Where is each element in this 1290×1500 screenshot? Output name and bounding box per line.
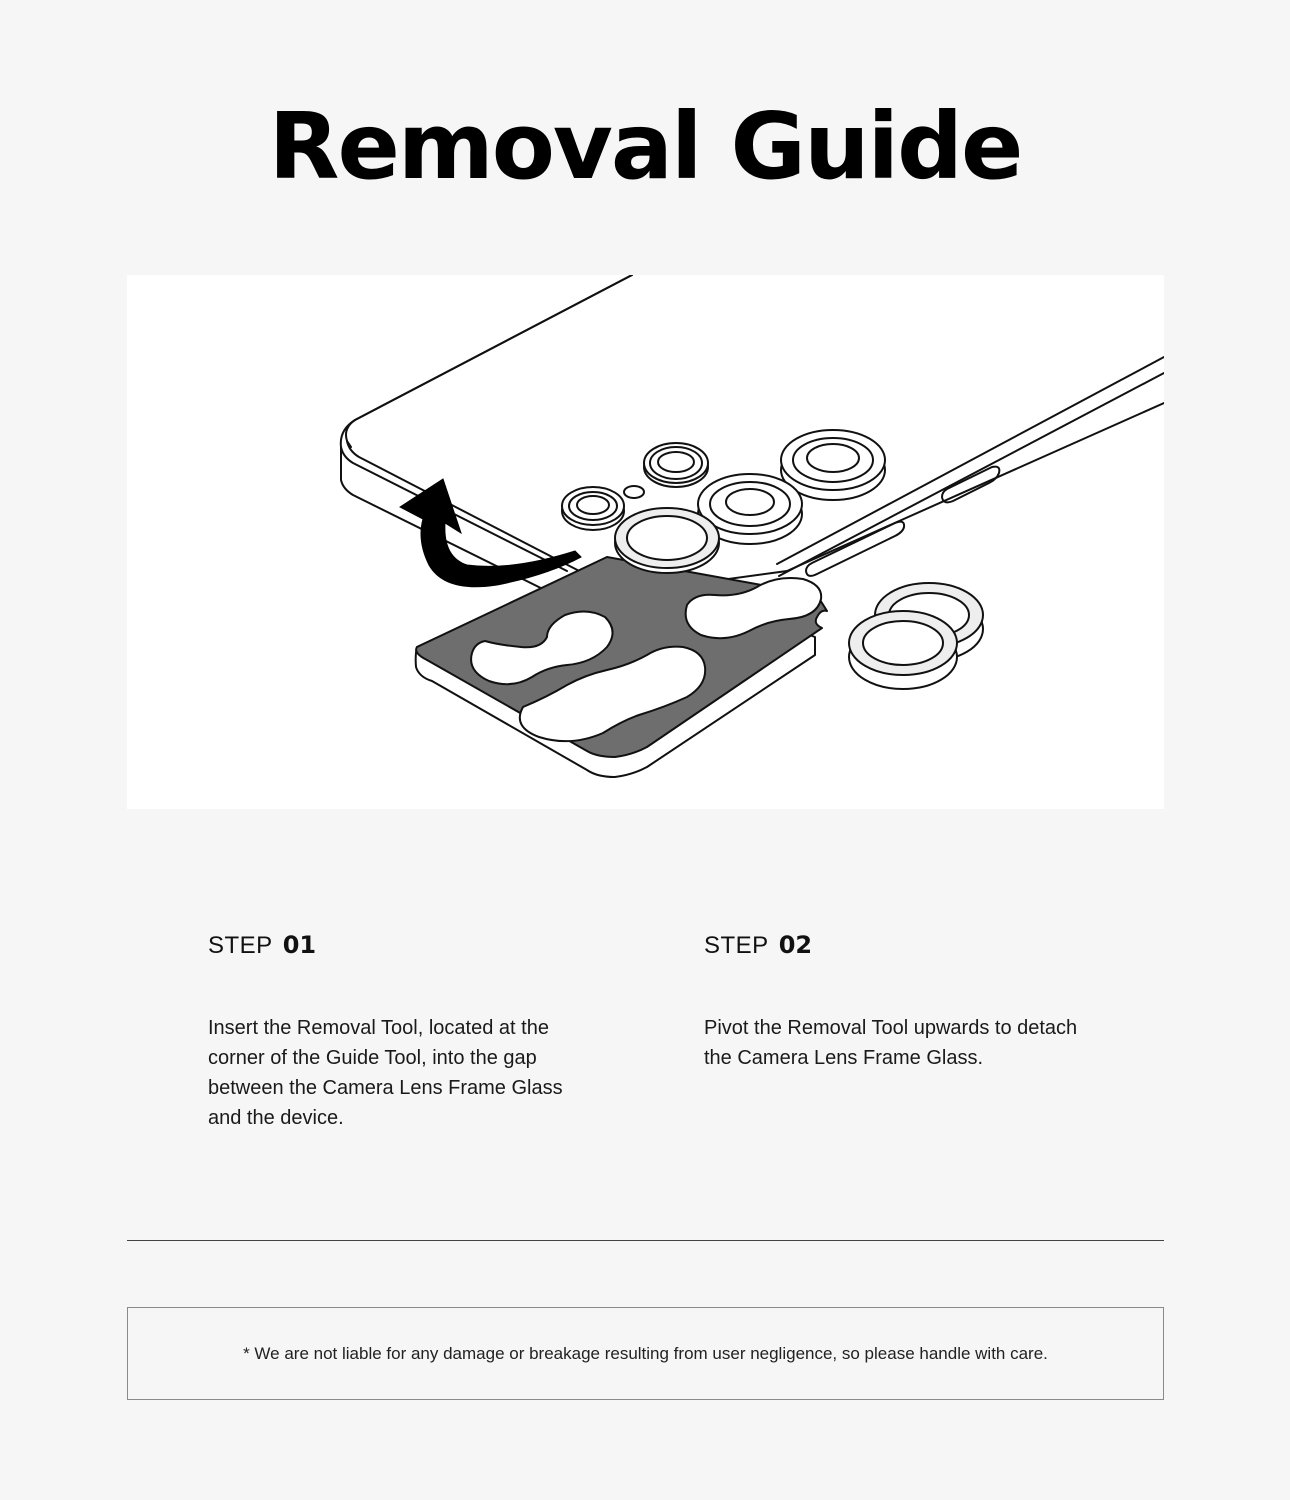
section-divider [127, 1240, 1164, 1241]
step-number: 02 [778, 931, 813, 959]
removal-tool [416, 508, 827, 777]
camera-bumps [562, 430, 885, 544]
phone-body [341, 275, 1164, 601]
step-description: Pivot the Removal Tool upwards to detach the Camera Lens Frame Glass. [704, 1017, 1078, 1069]
disclaimer-text: * We are not liable for any damage or breakage resulting from user negligence, so please handle with care. [243, 1343, 1048, 1363]
disclaimer-box [127, 1307, 1164, 1400]
step-01 [208, 928, 608, 1133]
step-label: STEP [208, 932, 273, 959]
step-heading [208, 928, 608, 963]
page-title: Removal Guide [268, 93, 1022, 200]
step-heading [704, 928, 1104, 963]
step-description: Insert the Removal Tool, located at the corner of the Guide Tool, into the gap between the Camera Lens Frame Glass and the device. [208, 1017, 563, 1129]
step-02 [704, 928, 1104, 1073]
step-number: 01 [282, 931, 317, 959]
loose-lens-rings [849, 583, 983, 689]
step-label: STEP [704, 932, 769, 959]
removal-illustration [127, 275, 1164, 809]
